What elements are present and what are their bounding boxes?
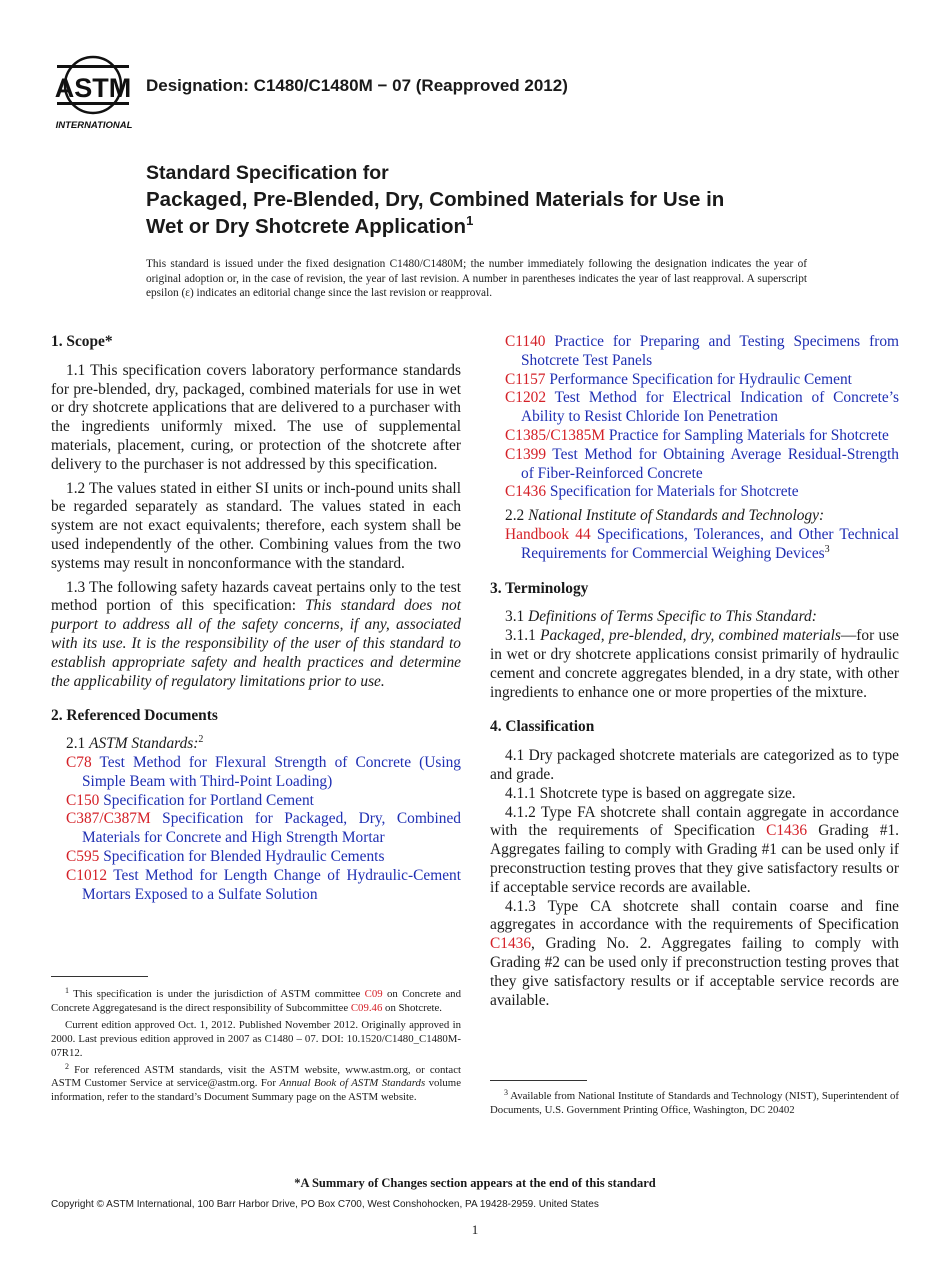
footnote-rule-left	[51, 976, 148, 977]
ref-code[interactable]: C150	[66, 791, 100, 809]
committee-link-c09[interactable]: C09	[364, 988, 383, 1000]
ref-title[interactable]: Test Method for Electrical Indication of Concrete’s Ability to Resist Chloride Ion Penetration	[521, 389, 899, 426]
terminology-3-1-1: 3.1.1 Packaged, pre-blended, dry, combined materials—for use in wet or dry shotcrete applications consist primarily of hydraulic cement and concrete aggregates blended, in a dry state, with other ingredients to enhance one or more properties of the mixture.	[490, 627, 900, 701]
astm-standards-label: 2.1 ASTM Standards:$^2$	[66, 734, 204, 753]
scope-heading: 1. Scope*	[51, 333, 113, 350]
footnote-3: $^3$ Available from National Institute of Standards and Technology (NIST), Superintendent of Documents, U.S. Government Printing Office, Washington, DC 20402	[490, 1088, 899, 1116]
ref-item[interactable]	[51, 792, 461, 811]
ref-code[interactable]: C1012	[66, 866, 108, 884]
ref-item[interactable]	[490, 389, 899, 427]
scope-1-3: 1.3 The following safety hazards caveat pertains only to the test method portion of this specification: This standard does not purport to address all of the safety concerns, if any, associated with its use. It is the responsibility of the user of this standard to establish appropriate safety and health practices and determine the applicability of regulatory limitations prior to use.	[51, 578, 461, 690]
footnote-rule-right	[490, 1080, 587, 1081]
ref-code[interactable]: C1202	[505, 389, 547, 407]
page-number: 1	[471, 1222, 479, 1237]
footnote-mark-2[interactable]: 2	[198, 734, 204, 746]
ref-code[interactable]: C78	[66, 753, 92, 771]
ref-item[interactable]	[490, 446, 899, 484]
ref-title[interactable]: Test Method for Obtaining Average Residual-Strength of Fiber-Reinforced Concrete	[521, 445, 899, 482]
ref-code[interactable]: C1436	[505, 483, 547, 501]
classification-heading: 4. Classification	[490, 718, 595, 736]
summary-of-changes-note: *A Summary of Changes section appears at the end of this standard	[294, 1176, 656, 1190]
footnote-1-edition: Current edition approved Oct. 1, 2012. Published November 2012. Originally approved in 2000. Last previous edition approved in 2007 as C1480 – 07. DOI: 10.1520/C1480_C1480M-07R12.	[51, 1018, 461, 1059]
ref-code[interactable]: C1140	[505, 333, 546, 350]
ref-list-left	[51, 754, 461, 904]
ref-item-handbook-44[interactable]	[490, 526, 899, 564]
title-line-3: Wet or Dry Shotcrete Application$^1$	[146, 213, 474, 238]
ref-item[interactable]	[51, 810, 461, 848]
ref-title[interactable]: Specification for Blended Hydraulic Cements	[103, 847, 385, 865]
footnotes-left	[51, 988, 461, 1105]
ref-title[interactable]: Practice for Sampling Materials for Shotcrete	[608, 426, 889, 444]
ref-code[interactable]: C1399	[505, 445, 547, 463]
ref-item[interactable]	[51, 848, 461, 867]
classification-4-1: 4.1 Dry packaged shotcrete materials are categorized as to type and grade.	[490, 747, 899, 783]
title-line-2: Packaged, Pre-Blended, Dry, Combined Materials for Use in	[146, 188, 725, 211]
nist-label: 2.2 National Institute of Standards and Technology:	[505, 507, 825, 525]
ref-code[interactable]: Handbook 44	[505, 525, 591, 543]
scope-1-2: 1.2 The values stated in either SI units or inch-pound units shall be regarded separately as standard. The values stated in each system are not exact equivalents; therefore, each system shall be used independently of the other. Combining values from the two systems may result in nonconformance with the standard.	[51, 479, 461, 572]
ref-title[interactable]: Specification for Materials for Shotcrete	[549, 483, 799, 501]
scope-1-1: 1.1 This specification covers laboratory performance standards for pre-blended, dry, packaged, combined materials for use in wet or dry shotcrete applications that are delivered to a purchaser with the ingredients uniformly mixed. The use of supplemental materials, placement, curing, or protection of the shotcrete after delivery to the purchaser is not addressed by this specification.	[51, 361, 461, 473]
subcommittee-link-c09-46[interactable]: C09.46	[350, 1001, 383, 1014]
issued-note: This standard is issued under the fixed designation C1480/C1480M; the number immediately following the designation indicates the year of original adoption or, in the case of revision, the year of last revision. A number in parentheses indicates the year of last reapproval. A superscript epsilon (ε) indicates an editorial change since the last revision or reapproval.	[146, 258, 807, 299]
right-column	[490, 333, 899, 1010]
footnote-2: $^2$ For referenced ASTM standards, visit the ASTM website, www.astm.org, or contact ASTM Customer Service at service@astm.org. For Annual Book of ASTM Standards volume information, refer to the standard’s Document Summary page on the ASTM website.	[51, 1061, 461, 1104]
left-column	[51, 333, 461, 904]
ref-code[interactable]: C387/C387M	[66, 810, 151, 828]
ref-title[interactable]: Test Method for Flexural Strength of Concrete (Using Simple Beam with Third-Point Loading)	[82, 753, 461, 790]
title-line-1: Standard Specification for	[146, 162, 389, 184]
ref-item[interactable]	[490, 333, 899, 371]
ref-code[interactable]: C1157	[505, 370, 546, 388]
classification-4-1-1: 4.1.1 Shotcrete type is based on aggregate size.	[505, 784, 796, 802]
ref-title[interactable]: Practice for Preparing and Testing Specimens from Shotcrete Test Panels	[521, 333, 899, 369]
terminology-3-1: 3.1 Definitions of Terms Specific to This Standard:	[505, 608, 817, 626]
safety-caveat: This standard does not purport to address all of the safety concerns, if any, associated with its use. It is the responsibility of the user of this standard to establish appropriate safety and health practices and determine the applicability of regulatory limitations prior to use.	[51, 597, 461, 690]
ref-item[interactable]	[51, 754, 461, 792]
ref-code[interactable]: C1385/C1385M	[505, 426, 606, 444]
ref-title[interactable]: Test Method for Length Change of Hydraulic-Cement Mortars Exposed to a Sulfate Solution	[82, 866, 461, 903]
classification-4-1-2: 4.1.2 Type FA shotcrete shall contain aggregate in accordance with the requirements of Specification C1436 Grading #1. Aggregates failing to comply with Grading #1 can be used only if preconstruction testing proves that they give satisfactory results or if acceptable service records are available.	[490, 803, 899, 896]
ref-title[interactable]: Specification for Portland Cement	[103, 791, 314, 809]
title-footnote-mark: 1	[466, 213, 474, 228]
ref-item[interactable]	[490, 371, 899, 390]
copyright: Copyright © ASTM International, 100 Barr Harbor Drive, PO Box C700, West Conshohocken, PA 19428-2959. United States	[51, 1199, 599, 1210]
ref-title[interactable]: Specifications, Tolerances, and Other Technical Requirements for Commercial Weighing Devices	[521, 525, 899, 562]
spec-link-c1436[interactable]: C1436	[490, 935, 532, 953]
footnote-mark-3[interactable]: 3	[824, 543, 830, 555]
ref-title[interactable]: Performance Specification for Hydraulic Cement	[549, 370, 852, 388]
ref-item[interactable]	[51, 867, 461, 905]
ref-item[interactable]	[490, 427, 899, 446]
astm-logo	[53, 55, 135, 133]
classification-4-1-3: 4.1.3 Type CA shotcrete shall contain coarse and fine aggregates in accordance with the requirements of Specification C1436, Grading No. 2. Aggregates failing to comply with Grading #2 can be used only if preconstruction testing proves that they give satisfactory results or if acceptable service records are available.	[490, 897, 899, 1009]
ref-title[interactable]: Specification for Packaged, Dry, Combined Materials for Concrete and High Strength Mortar	[82, 810, 461, 847]
footnote-1: $^1$ This specification is under the jurisdiction of ASTM committee C09 on Concrete and Concrete Aggregatesand is the direct responsibility of Subcommittee C09.46 on Shotcrete.	[51, 986, 461, 1014]
document-title	[146, 160, 846, 240]
referenced-heading: 2. Referenced Documents	[51, 707, 218, 725]
logo-subtext: INTERNATIONAL	[55, 120, 133, 131]
footnotes-right	[490, 1090, 899, 1118]
ref-code[interactable]: C595	[66, 847, 100, 865]
designation: Designation: C1480/C1480M − 07 (Reapproved 2012)	[146, 76, 568, 95]
ref-list-right	[490, 333, 899, 502]
ref-item[interactable]	[490, 483, 899, 502]
terminology-heading: 3. Terminology	[490, 579, 589, 597]
logo-letters: ASTM	[54, 73, 132, 103]
spec-link-c1436[interactable]: C1436	[766, 822, 808, 840]
